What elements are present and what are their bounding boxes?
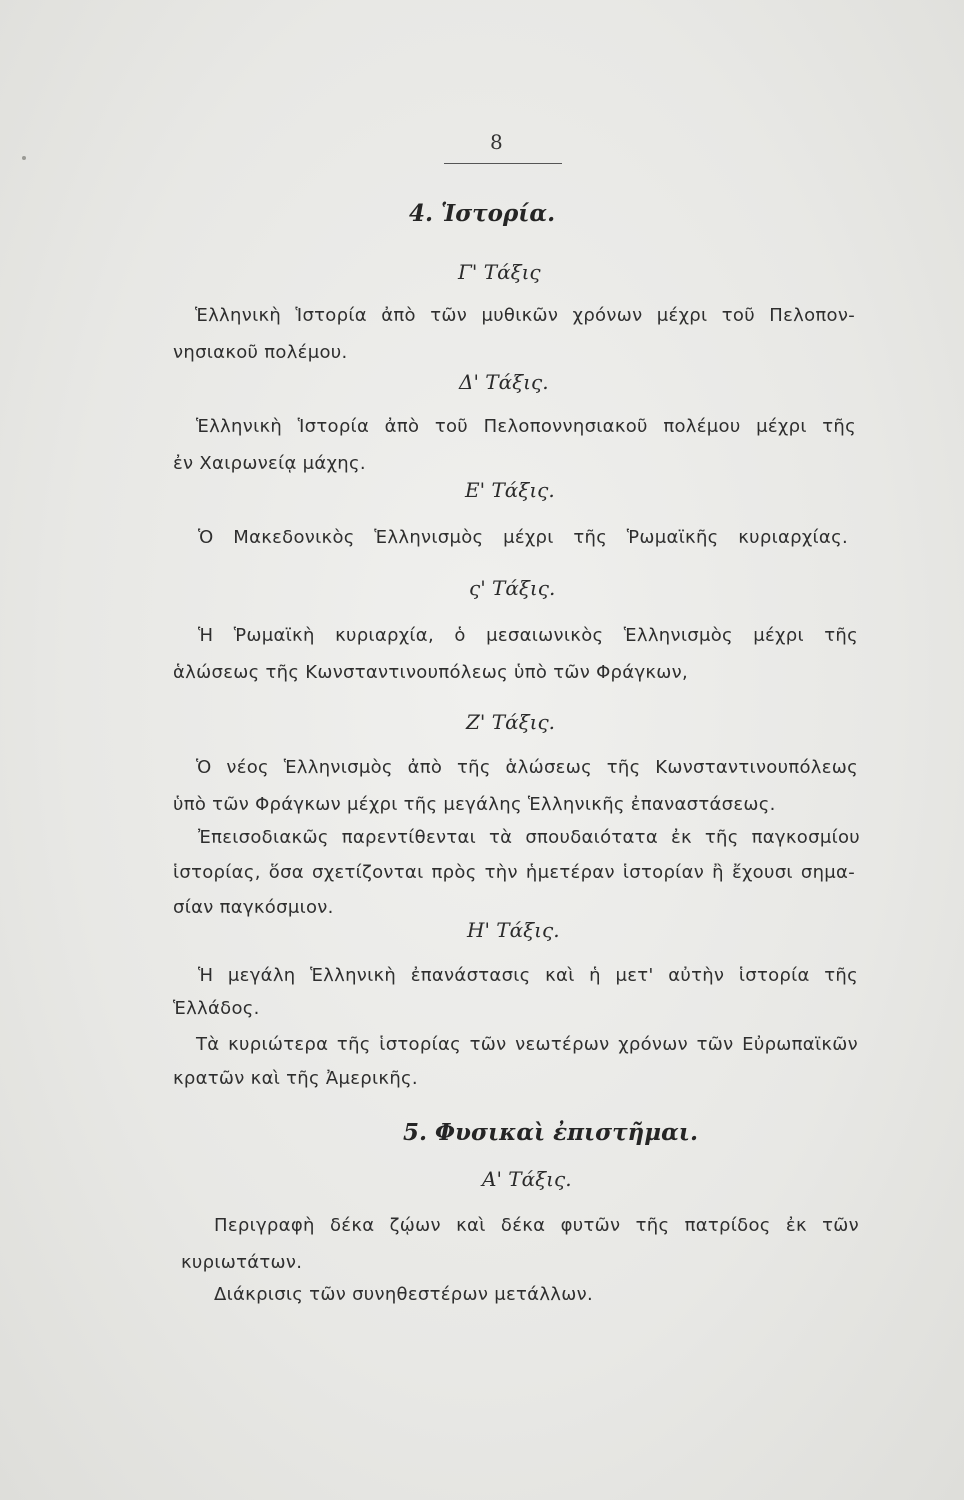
body-line: Ἐπεισοδιακῶς παρεντίθενται τὰ σπουδαιότατα ἐκ τῆς παγκοσμίου: [198, 827, 860, 848]
body-line: Τὰ κυριώτερα τῆς ἱστορίας τῶν νεωτέρων χρόνων τῶν Εὐρωπαϊκῶν: [196, 1034, 858, 1055]
class-title-a: Α' Τάξις.: [482, 1167, 572, 1191]
paper-speck: [22, 156, 26, 160]
body-line: Ἡ μεγάλη Ἑλληνικὴ ἐπανάστασις καὶ ἡ μετ' αὐτὴν ἱστορία τῆς: [198, 965, 858, 986]
body-line: ἱστορίας, ὅσα σχετίζονται πρὸς τὴν ἡμετέραν ἱστορίαν ἢ ἔχουσι σημα-: [173, 862, 855, 883]
body-line: ὑπὸ τῶν Φράγκων μέχρι τῆς μεγάλης Ἑλληνικῆς ἐπαναστάσεως.: [173, 794, 776, 815]
class-title-d: Δ' Τάξις.: [459, 370, 549, 394]
page-number-rule: [444, 163, 562, 164]
body-line: ἐν Χαιρωνείᾳ μάχης.: [173, 453, 366, 474]
body-line: σίαν παγκόσμιον.: [173, 897, 334, 918]
body-line: ἁλώσεως τῆς Κωνσταντινουπόλεως ὑπὸ τῶν Φράγκων,: [173, 662, 689, 683]
section-title-natural-sciences: 5. Φυσικαὶ ἐπιστῆμαι.: [403, 1119, 698, 1146]
class-title-g: Γ' Τάξις: [458, 260, 541, 284]
body-line: κυριωτάτων.: [181, 1252, 303, 1273]
body-line: νησιακοῦ πολέμου.: [173, 342, 348, 363]
section-title-history: 4. Ἱστορία.: [409, 200, 556, 227]
body-line: Περιγραφὴ δέκα ζῴων καὶ δέκα φυτῶν τῆς πατρίδος ἐκ τῶν: [214, 1215, 859, 1236]
body-line: Ἑλληνικὴ Ἱστορία ἀπὸ τῶν μυθικῶν χρόνων μέχρι τοῦ Πελοπον-: [195, 305, 855, 326]
body-line: Ἑλληνικὴ Ἱστορία ἀπὸ τοῦ Πελοποννησιακοῦ πολέμου μέχρι τῆς: [196, 416, 856, 437]
body-line: Ἡ Ῥωμαϊκὴ κυριαρχία, ὁ μεσαιωνικὸς Ἑλληνισμὸς μέχρι τῆς: [198, 625, 858, 646]
class-title-st: ς' Τάξις.: [469, 576, 556, 600]
body-line: Ὁ Μακεδονικὸς Ἑλληνισμὸς μέχρι τῆς Ῥωμαϊκῆς κυριαρχίας.: [198, 527, 848, 548]
class-title-z: Ζ' Τάξις.: [466, 710, 556, 734]
class-title-h: Η' Τάξις.: [467, 918, 560, 942]
class-title-e: Ε' Τάξις.: [465, 478, 555, 502]
body-line: Ἑλλάδος.: [173, 998, 260, 1019]
body-line: Διάκρισις τῶν συνηθεστέρων μετάλλων.: [214, 1284, 593, 1305]
body-line: κρατῶν καὶ τῆς Ἀμερικῆς.: [173, 1068, 418, 1089]
body-line: Ὁ νέος Ἑλληνισμὸς ἀπὸ τῆς ἁλώσεως τῆς Κωνσταντινουπόλεως: [196, 757, 858, 778]
page-number: 8: [490, 130, 503, 154]
